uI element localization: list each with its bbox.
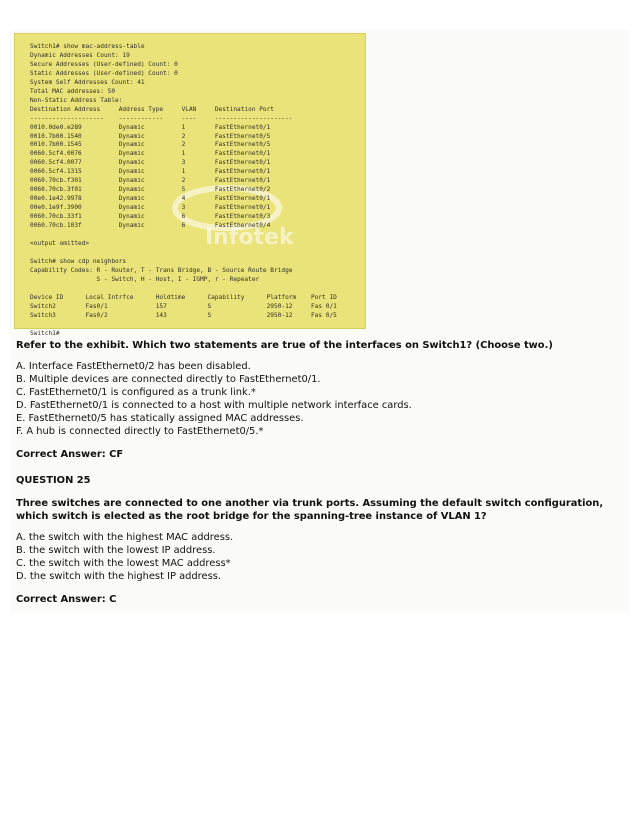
q25-prompt: Three switches are connected to one another via trunk ports. Assuming the default switch configuration, which switch is elected as the root bridge for the spanning-tree instance of VLAN 1? xyxy=(16,498,604,522)
q25-option-c: C. the switch with the lowest MAC address* xyxy=(16,558,231,569)
q24-option-f: F. A hub is connected directly to FastEthernet0/5.* xyxy=(16,426,264,437)
q24-correct-answer: Correct Answer: CF xyxy=(16,449,124,460)
q25-heading: QUESTION 25 xyxy=(16,475,91,486)
watermark-text: Infotek xyxy=(205,225,294,250)
q24-option-e: E. FastEthernet0/5 has statically assigned MAC addresses. xyxy=(16,413,304,424)
question-content xyxy=(16,339,622,606)
exhibit-image xyxy=(14,33,366,337)
q25-option-d: D. the switch with the highest IP address. xyxy=(16,571,222,582)
q25-option-a: A. the switch with the highest MAC address. xyxy=(16,532,234,543)
q24-option-c: C. FastEthernet0/1 is configured as a trunk link.* xyxy=(16,387,256,398)
q24-option-a: A. Interface FastEthernet0/2 has been disabled. xyxy=(16,361,251,372)
terminal-output: Switch1# show mac-address-table Dynamic Addresses Count: 19 Secure Addresses (User-defined) Count: 0 Static Addresses (User-defined) Count: 0 System Self Addresses Count: 41 Total MAC addresses: 50 Non-Static Address Table: Destination Address Address Type VLAN Destination Port -------------------- ------------ ---- --------------------- 0010.0de0.e289 Dynamic 1 FastEthernet0/1 0010.7b00.1540 Dynamic 2 FastEthernet0/5 0010.7b00.1545 Dynamic 2 FastEthernet0/5 0060.5cf4.0076 Dynamic 1 FastEthernet0/1 0060.5cf4.0077 Dynamic 3 FastEthernet0/1 0060.5cf4.1315 Dynamic 1 FastEthernet0/1 0060.70cb.f301 Dynamic 2 FastEthernet0/1 0060.70cb.3f01 Dynamic 5 FastEthernet0/2 00e0.1e42.9978 Dynamic 4 FastEthernet0/1 00e0.1e9f.3900 Dynamic 3 FastEthernet0/1 0060.70cb.33f1 Dynamic 6 FastEthernet0/3 0060.70cb.103f Dynamic 6 FastEthernet0/4 <output omitted> Switch# show cdp neighbors Capability Codes: R - Router, T - Trans Bridge, B - Source Route Bridge S - Switch, H - Host, I - IGMP, r - Repeater Device ID Local Intrfce Holdtime Capability Platform Port ID Switch2 Fas0/1 157 S 2950-12 Fas 0/1 Switch3 Fas0/2 143 S 2950-12 Fas 0/5 Switch1# xyxy=(30,43,337,337)
q24-option-d: D. FastEthernet0/1 is connected to a host with multiple network interface cards. xyxy=(16,400,412,411)
q24-prompt: Refer to the exhibit. Which two statements are true of the interfaces on Switch1? (Choose two.) xyxy=(16,340,553,351)
q24-option-b: B. Multiple devices are connected directly to FastEthernet0/1. xyxy=(16,374,321,385)
q25-option-b: B. the switch with the lowest IP address. xyxy=(16,545,216,556)
q25-correct-answer: Correct Answer: C xyxy=(16,594,117,605)
